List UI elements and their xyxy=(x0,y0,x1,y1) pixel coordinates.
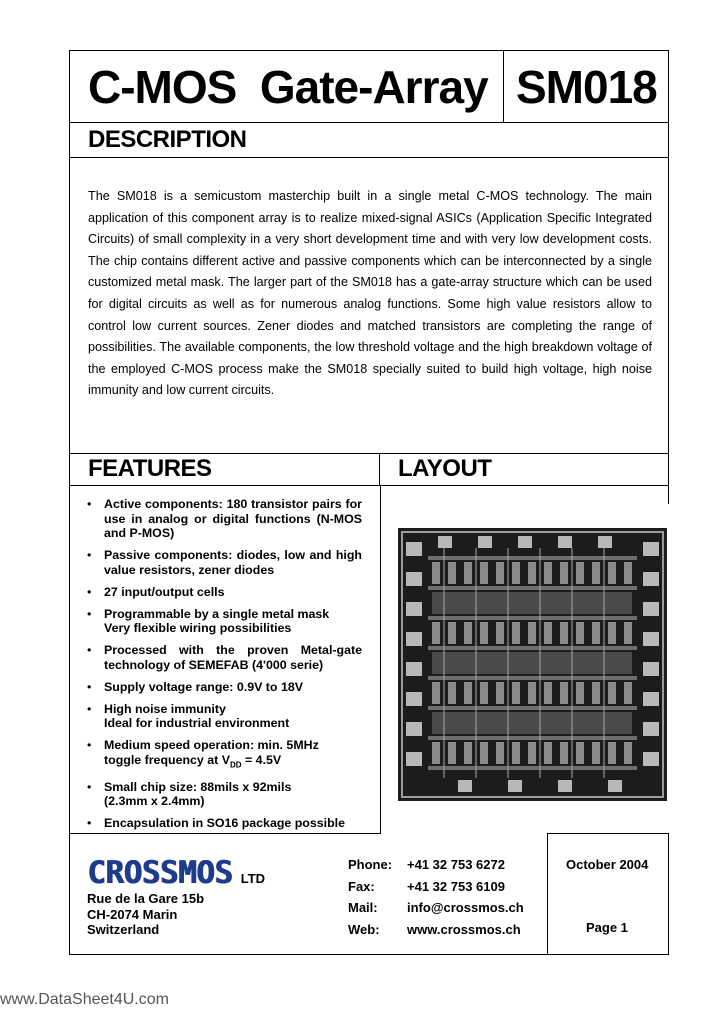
feature-item: • Encapsulation in SO16 package possible xyxy=(87,816,346,831)
feature-item: • Processed with the proven Metal-gate technology of SEMEFAB (4'000 serie) xyxy=(87,643,362,672)
crossmos-logo xyxy=(87,855,266,891)
title-bottom-line xyxy=(69,122,669,123)
feature-item: • Small chip size: 88mils x 92mils (2.3mm x 2.4mm) xyxy=(87,779,292,809)
frame-top-line xyxy=(69,50,669,51)
description-bottom-line xyxy=(69,453,669,454)
web-label: Web: xyxy=(348,922,380,937)
document-date: October 2004 xyxy=(566,857,649,872)
document-title: C-MOS Gate-Array xyxy=(88,61,488,113)
address-line-3: Switzerland xyxy=(87,922,160,937)
feature-item: • High noise immunity Ideal for industrial environment xyxy=(87,701,290,730)
phone-value: +41 32 753 6272 xyxy=(407,857,505,872)
watermark: www.DataSheet4U.com xyxy=(0,991,169,1008)
description-heading-line xyxy=(69,157,669,158)
layout-heading: LAYOUT xyxy=(398,455,492,482)
mail-value[interactable]: info@crossmos.ch xyxy=(407,900,524,915)
features-heading-line xyxy=(69,485,669,486)
phone-label: Phone: xyxy=(348,857,393,872)
logo-suffix: LTD xyxy=(240,871,266,886)
description-heading: DESCRIPTION xyxy=(88,126,247,153)
title-divider xyxy=(503,50,504,122)
footer-top-line-right xyxy=(547,833,669,834)
fax-value: +41 32 753 6109 xyxy=(407,879,505,894)
footer-date-divider xyxy=(547,833,548,955)
frame-left-line xyxy=(69,50,70,454)
part-number: SM018 xyxy=(516,61,657,113)
logo-text: CROSSMOS xyxy=(87,855,233,891)
features-layout-divider xyxy=(379,453,380,485)
feature-item: • Medium speed operation: min. 5MHz toggle frequency at $V_{DD} = 4.5V$ xyxy=(87,738,319,769)
feature-item: • Programmable by a single metal mask Very flexible wiring possibilities xyxy=(87,606,330,635)
features-left-line xyxy=(69,453,70,834)
page-number: Page 1 xyxy=(586,920,628,935)
footer-right-line xyxy=(668,833,669,955)
address-line-1: Rue de la Gare 15b xyxy=(87,891,205,906)
feature-item: • Active components: 180 transistor pairs for use in analog or digital functions (N-MOS and P-MOS) xyxy=(87,497,362,540)
frame-right-line xyxy=(668,50,669,504)
mail-label: Mail: xyxy=(348,900,378,915)
feature-item: • Passive components: diodes, low and high value resistors, zener diodes xyxy=(87,548,362,577)
fax-label: Fax: xyxy=(348,879,375,894)
chip-layout-image xyxy=(398,528,667,801)
address-line-2: CH-2074 Marin xyxy=(87,907,178,922)
feature-item: • Supply voltage range: 0.9V to 18V xyxy=(87,679,303,694)
features-heading: FEATURES xyxy=(88,455,212,482)
footer-left-line xyxy=(69,833,70,955)
footer-bottom-line xyxy=(69,954,669,955)
web-value[interactable]: www.crossmos.ch xyxy=(407,922,521,937)
features-right-line xyxy=(380,485,381,834)
features-list xyxy=(71,497,362,838)
feature-item: • 27 input/output cells xyxy=(87,584,225,599)
description-body: The SM018 is a semicustom masterchip built in a single metal C-MOS technology. The main application of this component array is to realize mixed-signal ASICs (Application Specific Integrated Circuits) of small complexity in a very short development time and with very low development costs. The chip contains different active and passive components which can be interconnected by a single customized metal mask. The larger part of the SM018 has a gate-array structure which can be used for digital circuits as well as for numerous analog functions. Some high value resistors allow to control low current sources. Zener diodes and matched transistors are completing the range of possibilities. The available components, the low threshold voltage and the high breakdown voltage of the employed C-MOS process make the SM018 specially suited to build high voltage, high noise immunity and low current circuits. xyxy=(88,189,652,398)
